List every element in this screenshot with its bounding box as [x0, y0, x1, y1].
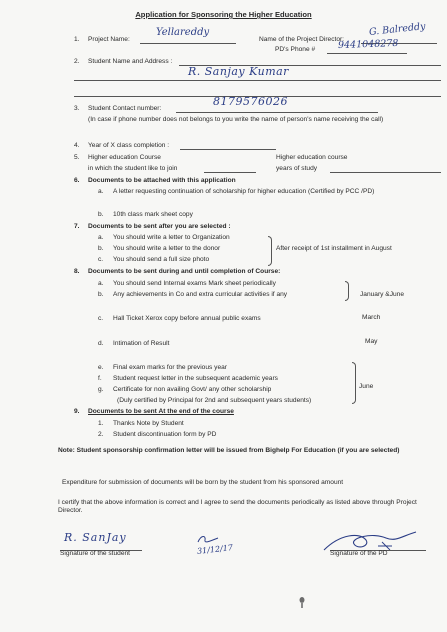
course-to-join-label: in which the student like to join	[88, 165, 178, 172]
contact-number-value: 8179576026	[213, 95, 288, 108]
years-of-study-label: years of study	[276, 165, 318, 172]
item-7c-text: You should send a full size photo	[113, 256, 210, 263]
item-8c-label: c.	[98, 315, 104, 322]
x-class-completion-line	[180, 149, 276, 150]
item-8b-text: Any achievements in Co and extra curricular activities if any	[113, 291, 288, 298]
field-1-number: 1.	[74, 36, 80, 43]
item-8b-label: b.	[98, 291, 104, 298]
project-name-line	[140, 43, 236, 44]
pd-phone-label: PD's Phone #	[275, 46, 316, 53]
declaration-text: I certify that the above information is correct and I agree to send the documents periodically as listed above through Project Director.	[58, 499, 417, 514]
documents-during-course-heading: Documents to be sent during and until completion of Course:	[88, 268, 281, 275]
item-8efg-timing: June	[359, 383, 374, 390]
item-8f-text: Student request letter in the subsequent academic years	[113, 375, 278, 382]
item-8a-text: You should send Internal exams Mark sheet periodically	[113, 280, 276, 287]
project-name-label: Project Name:	[88, 36, 130, 43]
field-9-number: 9.	[74, 408, 80, 415]
item-9-2-label: 2.	[98, 431, 104, 438]
item-6a-label: a.	[98, 188, 104, 195]
student-name-address-label: Student Name and Address :	[88, 58, 173, 65]
field-4-number: 4.	[74, 142, 80, 149]
date-initials-scribble	[196, 533, 220, 545]
contact-number-line	[176, 112, 378, 113]
item-8g-text: Certificate for non availing Govt/ any other scholarship	[113, 386, 272, 393]
item-8a-label: a.	[98, 280, 104, 287]
address-line-2	[74, 80, 441, 81]
pd-phone-value: 9441048278	[337, 37, 399, 52]
item-8e-text: Final exam marks for the previous year	[113, 364, 227, 371]
item-8e-label: e.	[98, 364, 104, 371]
pd-signature-label: Signature of the PD	[330, 550, 388, 557]
item-8g-label: g.	[98, 386, 104, 393]
pushpin-icon	[298, 596, 306, 610]
brace-7	[268, 236, 272, 266]
field-7-number: 7.	[74, 223, 80, 230]
item-7c-label: c.	[98, 256, 104, 263]
contact-number-label: Student Contact number:	[88, 105, 162, 112]
signature-date: 31/12/17	[196, 543, 234, 556]
project-director-value: G. Balreddy	[368, 21, 426, 38]
sponsorship-note: Note: Student sponsorship confirmation letter will be issued from Bighelp For Education (if you are selected)	[58, 447, 400, 454]
item-6a-text: A letter requesting continuation of scholarship for higher education (Certified by PCC /PD)	[113, 188, 375, 195]
expenditure-note: Expenditure for submission of documents will be born by the student from his sponsored amount	[62, 479, 344, 486]
project-name-value: Yellareddy	[156, 27, 210, 38]
field-6-number: 6.	[74, 177, 80, 184]
higher-education-course-label-2: Higher education course	[276, 154, 348, 161]
item-8c-text: Hall Ticket Xerox copy before annual public exams	[113, 315, 261, 322]
item-8d-timing: May	[365, 338, 378, 345]
field-8-number: 8.	[74, 268, 80, 275]
contact-number-note: (In case if phone number does not belongs to you write the name of person's name receiving the call)	[88, 116, 384, 123]
higher-education-course-label: Higher education Course	[88, 154, 161, 161]
item-6b-label: b.	[98, 211, 104, 218]
form-title: Application for Sponsoring the Higher Education	[135, 10, 312, 19]
item-7-timing: After receipt of 1st installment in August	[276, 245, 392, 252]
project-director-label: Name of the Project Director:	[259, 36, 345, 43]
item-7a-label: a.	[98, 234, 104, 241]
field-2-number: 2.	[74, 58, 80, 65]
documents-after-selected-heading: Documents to be sent after you are selected :	[88, 223, 231, 230]
item-8ab-timing: January &June	[360, 291, 404, 298]
item-8g-note: (Duly certified by Principal for 2nd and subsequent years students)	[117, 397, 312, 404]
item-9-1-label: 1.	[98, 420, 104, 427]
documents-end-course-heading: Documents to be sent At the end of the course	[88, 408, 234, 415]
years-of-study-line	[330, 172, 441, 173]
student-signature: R. SanJay	[64, 531, 127, 544]
brace-8ab	[345, 281, 349, 301]
item-8d-label: d.	[98, 340, 104, 347]
item-7b-label: b.	[98, 245, 104, 252]
item-8d-text: Intimation of Result	[113, 340, 170, 347]
brace-8efg	[352, 362, 356, 404]
item-8f-label: f.	[98, 375, 102, 382]
item-8c-timing: March	[362, 314, 381, 321]
student-signature-label: Signature of the student	[60, 550, 131, 557]
x-class-completion-label: Year of X class completion :	[88, 142, 170, 149]
item-9-2-text: Student discontinuation form by PD	[113, 431, 217, 438]
pd-phone-line	[327, 53, 407, 54]
item-9-1-text: Thanks Note by Student	[113, 420, 184, 427]
field-3-number: 3.	[74, 105, 80, 112]
item-7a-text: You should write a letter to Organization	[113, 234, 230, 241]
item-7b-text: You should write a letter to the donor	[113, 245, 221, 252]
item-6b-text: 10th class mark sheet copy	[113, 211, 193, 218]
field-5-number: 5.	[74, 154, 80, 161]
course-to-join-line	[204, 172, 256, 173]
documents-attached-heading: Documents to be attached with this application	[88, 177, 236, 184]
student-name-value: R. Sanjay Kumar	[188, 65, 289, 78]
